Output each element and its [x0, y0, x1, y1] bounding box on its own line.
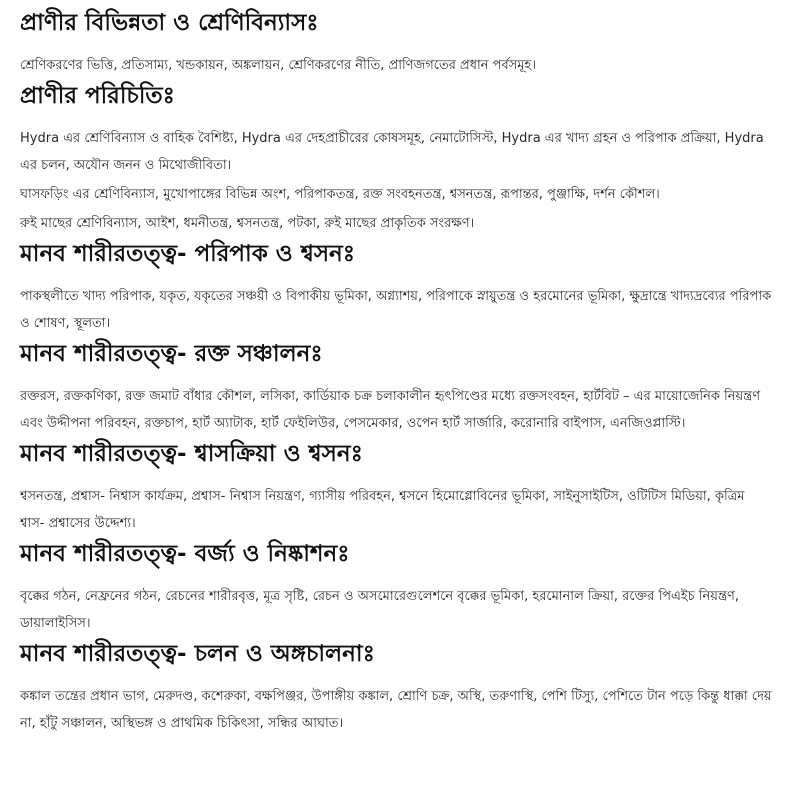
section-paragraph: রুই মাছের শ্রেণিবিন্যাস, আইশ, ধমনীতন্ত্র, শ্বসনতন্ত্র, পটকা, রুই মাছের প্রাকৃতিক সংরক্ষণ। [20, 216, 475, 231]
section-paragraph: কঙ্কাল তন্ত্রের প্রধান ভাগ, মেরুদণ্ড, কশেরুকা, বক্ষপিঞ্জর, উপাঙ্গীয় কঙ্কাল, শ্রোণি চক্র, অস্থি, তরুণাস্থি, পেশি টিস্যু, পেশিতে টান পড়ে কিন্তু ধাক্কা দেয় না, হাঁটু সঞ্চালন, অস্থিভঙ্গ ও প্রাথমিক চিকিৎসা, সন্ধির আঘাত। [20, 689, 772, 731]
section-paragraph: শ্রেণিকরণের ভিত্তি, প্রতিসাম্য, খন্ডকায়ন, অঙ্কলায়ন, শ্রেণিকরণের নীতি, প্রাণিজগতের প্রধান পর্বসমূহ। [20, 58, 536, 73]
section-animal-introduction [20, 81, 772, 237]
section-blood-circulation [20, 339, 772, 437]
section-paragraph: বৃক্কের গঠন, নেফ্রনের গঠন, রেচনের শারীরবৃত্ত, মূত্র সৃষ্টি, রেচন ও অসমোরেগুলেশনে বৃক্কের ভূমিকা, হরমোনাল ক্রিয়া, রক্তের পিএইচ নিয়ন্ত্রণ, ডায়ালাইসিস। [20, 589, 739, 631]
section-title: প্রাণীর পরিচিতিঃ [20, 83, 175, 109]
section-title: মানব শারীরতত্ত্ব- শ্বাসক্রিয়া ও শ্বসনঃ [20, 441, 363, 467]
section-title: মানব শারীরতত্ত্ব- পরিপাক ও শ্বসনঃ [20, 241, 356, 267]
section-animal-diversity [20, 8, 772, 79]
section-locomotion [20, 639, 772, 737]
section-excretion [20, 539, 772, 637]
section-title: প্রাণীর বিভিন্নতা ও শ্রেণিবিন্যাসঃ [20, 10, 319, 36]
section-paragraph: পাকস্থলীতে খাদ্য পরিপাক, যকৃত, যকৃতের সঞ্চয়ী ও বিপাকীয় ভূমিকা, অগ্ন্যাশয়, পরিপাকে স্নায়ুতন্ত্র ও হরমোনের ভূমিকা, ক্ষুদ্রান্ত্রে খাদ্যদ্রব্যের পরিপাক ও শোষণ, স্থূলতা। [20, 289, 772, 331]
section-title: মানব শারীরতত্ত্ব- রক্ত সঞ্চালনঃ [20, 341, 323, 367]
section-respiration [20, 439, 772, 537]
section-paragraph: ঘাসফড়িং এর শ্রেণিবিন্যাস, মুখোপাঙ্গের বিভিন্ন অংশ, পরিপাকতন্ত্র, রক্ত সংবহনতন্ত্র, শ্বসনতন্ত্র, রূপান্তর, পুঞ্জাক্ষি, দর্শন কৌশল। [20, 187, 660, 202]
section-paragraph: শ্বসনতন্ত্র, প্রশ্বাস- নিশ্বাস কার্যক্রম, প্রশ্বাস- নিশ্বাস নিয়ন্ত্রণ, গ্যাসীয় পরিবহন, শ্বসনে হিমোগ্লোবিনের ভূমিকা, সাইনুসাইটিস, ওটিটিস মিডিয়া, কৃত্রিম শ্বাস- প্রশ্বাসের উদ্দেশ্য। [20, 489, 745, 531]
section-title: মানব শারীরতত্ত্ব- বর্জ্য ও নিষ্কাশনঃ [20, 541, 350, 567]
section-paragraph: Hydra এর শ্রেণিবিন্যাস ও বাহিক বৈশিষ্ট্য, Hydra এর দেহপ্রাচীরের কোষসমূহ, নেমাটোসিস্ট, Hydra এর খাদ্য গ্রহন ও পরিপাক প্রক্রিয়া, Hydra এর চলন, অযৌন জনন ও মিথোজীবিতা। [20, 131, 764, 173]
section-paragraph: রক্তরস, রক্তকণিকা, রক্ত জমাট বাঁধার কৌশল, লসিকা, কার্ডিয়াক চক্র চলাকালীন হৃৎপিণ্ডের মধ্যে রক্তসংবহন, হার্টবিট – এর মায়োজেনিক নিয়ন্ত্রণ এবং উদ্দীপনা পরিবহন, রক্তচাপ, হার্ট অ্যাটাক, হার্ট ফেইলিউর, পেসমেকার, ওপেন হার্ট সার্জারি, করোনারি বাইপাস, এনজিওপ্লাস্টি। [20, 389, 761, 431]
section-title: মানব শারীরতত্ত্ব- চলন ও অঙ্গচালনাঃ [20, 641, 375, 667]
section-digestion [20, 239, 772, 337]
